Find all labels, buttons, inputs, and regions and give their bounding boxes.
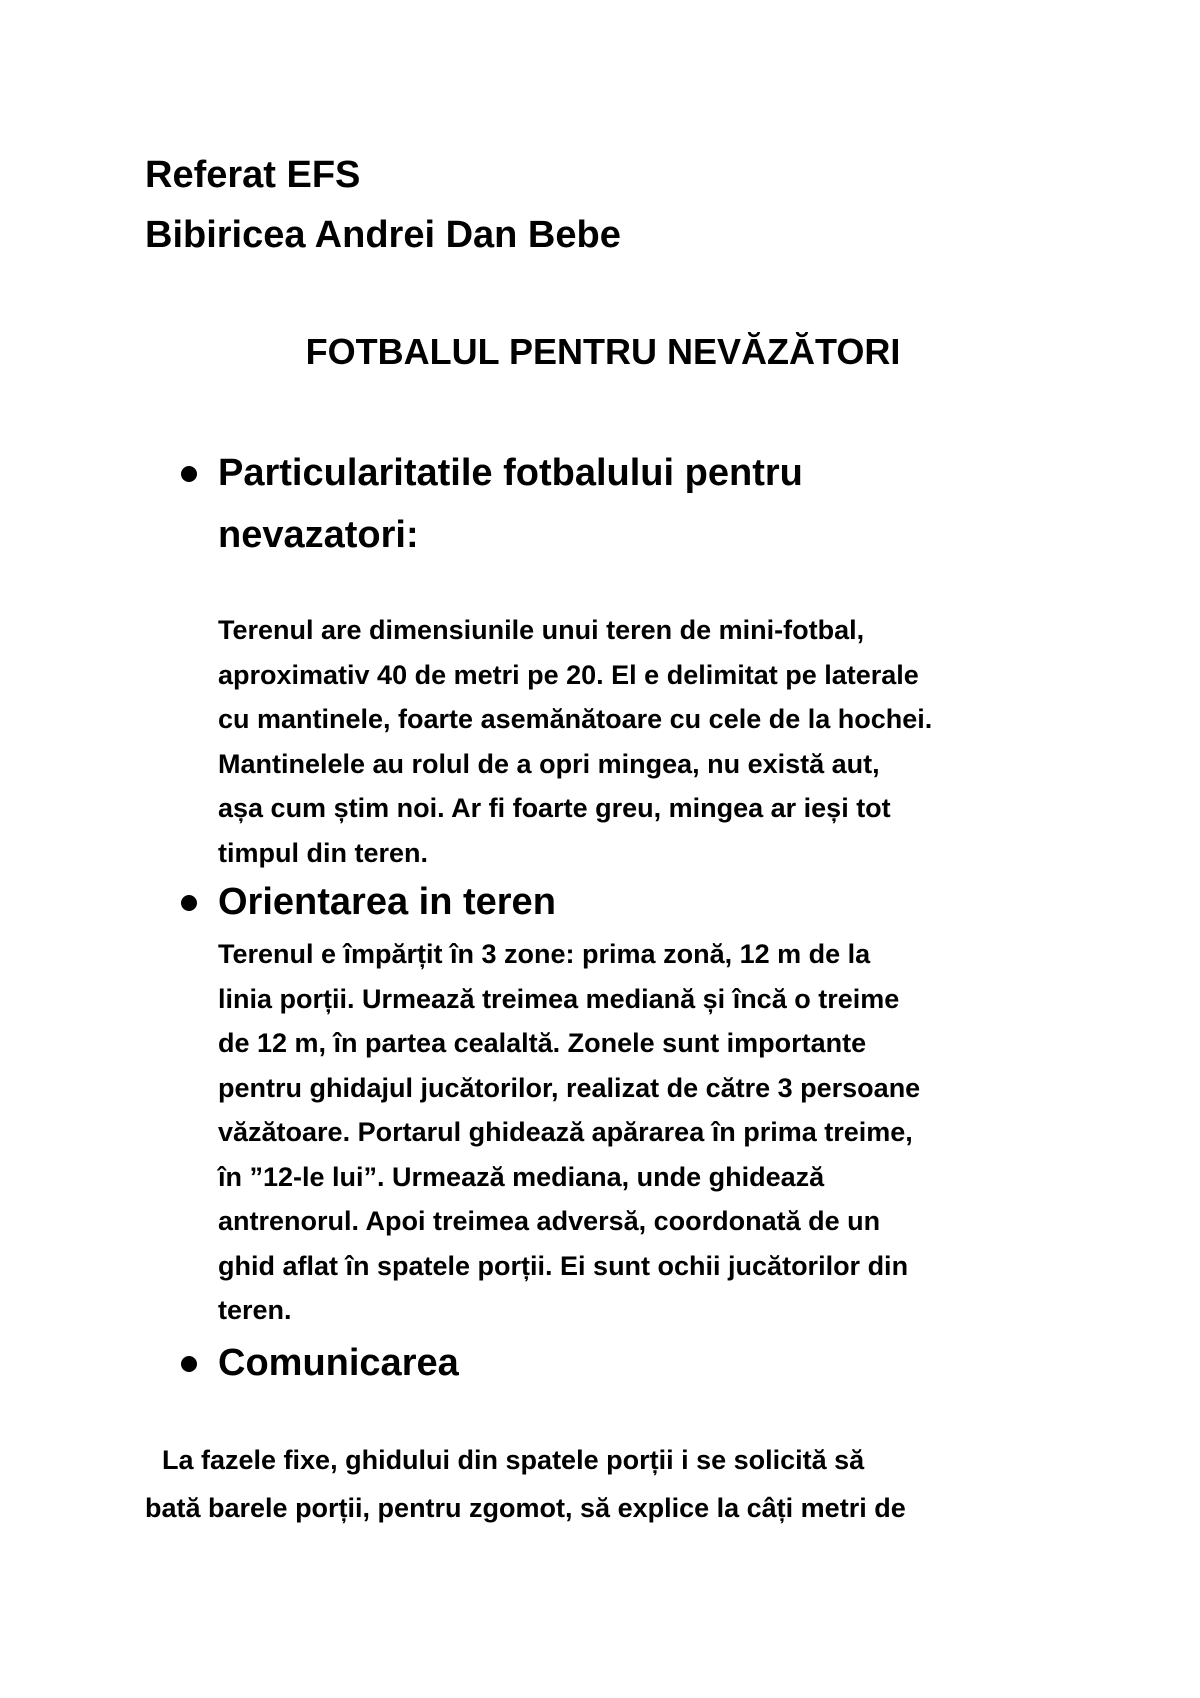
- paragraph-line: de 12 m, în partea cealaltă. Zonele sunt importante: [218, 1028, 867, 1058]
- paragraph-line: La fazele fixe, ghidului din spatele porții i se solicită să: [162, 1445, 865, 1475]
- paragraph-line: pentru ghidajul jucătorilor, realizat de către 3 persoane: [218, 1072, 921, 1103]
- bullet-dot-icon: [181, 466, 197, 482]
- document-subject: Referat EFS: [145, 154, 361, 196]
- paragraph-line: ghid aflat în spatele porții. Ei sunt ochii jucătorilor din: [218, 1250, 909, 1281]
- paragraph-line: Terenul are dimensiunile unui teren de mini-fotbal,: [218, 615, 865, 645]
- document-author: Bibiricea Andrei Dan Bebe: [145, 214, 621, 256]
- section-paragraph-particularitati: [218, 608, 932, 875]
- paragraph-line: cu mantinele, foarte asemănătoare cu cele de la hochei.: [218, 704, 933, 734]
- bullet-dot-icon: [181, 895, 197, 911]
- paragraph-line: antrenorul. Apoi treimea adversă, coordonată de un: [218, 1206, 881, 1236]
- paragraph-line: văzătoare. Portarul ghidează apărarea în prima treime,: [218, 1117, 913, 1147]
- paragraph-line: teren.: [218, 1295, 292, 1325]
- section-heading-particularitati: [218, 448, 803, 560]
- paragraph-line: aproximativ 40 de metri pe 20. El e delimitat pe laterale: [218, 659, 919, 690]
- section-heading-orientarea: Orientarea in teren: [218, 881, 556, 923]
- document-title: FOTBALUL PENTRU NEVĂZĂTORI: [305, 331, 901, 372]
- closing-paragraph: [145, 1436, 906, 1532]
- paragraph-line: timpul din teren.: [218, 837, 429, 868]
- section-paragraph-orientarea: [218, 932, 920, 1333]
- section-heading-line: nevazatori:: [218, 514, 419, 556]
- paragraph-line: bată barele porții, pentru zgomot, să explice la câți metri de: [145, 1493, 906, 1523]
- section-heading-line: Particularitatile fotbalului pentru: [218, 452, 803, 494]
- paragraph-line: Mantinelele au rolul de a opri mingea, nu există aut,: [218, 748, 880, 779]
- paragraph-line: linia porții. Urmează treimea mediană și încă o treime: [218, 983, 900, 1014]
- paragraph-line: în ”12-le lui”. Urmează mediana, unde ghidează: [218, 1161, 825, 1192]
- section-heading-comunicarea: Comunicarea: [218, 1342, 459, 1384]
- bullet-dot-icon: [181, 1356, 197, 1372]
- paragraph-line: Terenul e împărțit în 3 zone: prima zonă, 12 m de la: [218, 939, 871, 969]
- paragraph-line: așa cum știm noi. Ar fi foarte greu, mingea ar ieși tot: [218, 793, 891, 823]
